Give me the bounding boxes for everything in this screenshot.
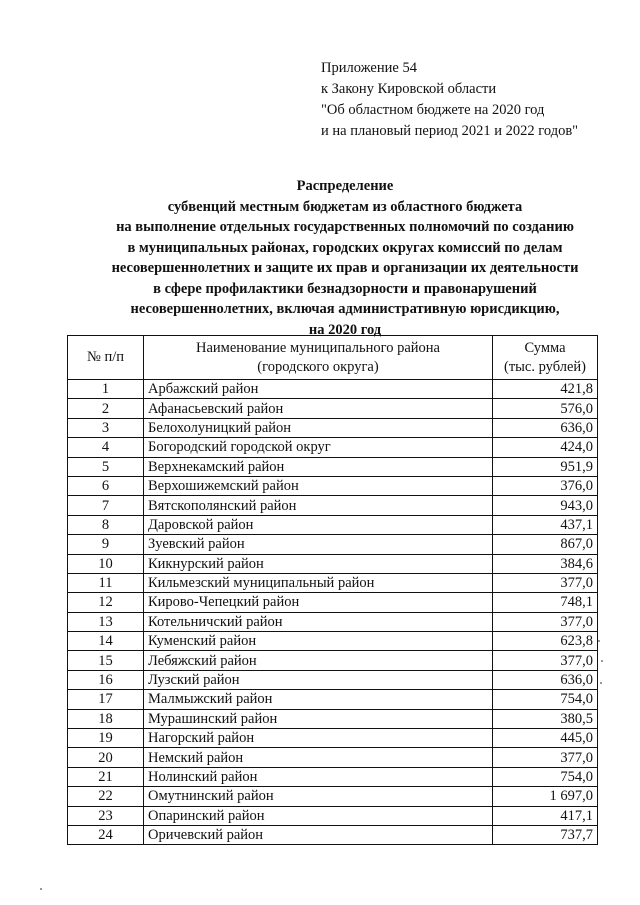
title-line: Распределение xyxy=(296,178,394,194)
table-row xyxy=(68,632,598,651)
title-line: на выполнение отдельных государственных полномочий по созданию xyxy=(116,219,574,235)
table-row xyxy=(68,438,598,457)
scan-speck xyxy=(600,682,602,684)
row-num: 19 xyxy=(68,729,144,748)
row-name: Кирово-Чепецкий район xyxy=(144,593,493,612)
row-sum: 1 697,0 xyxy=(493,787,598,806)
header-num: № п/п xyxy=(68,336,144,380)
row-sum: 417,1 xyxy=(493,806,598,825)
row-name: Котельничский район xyxy=(144,612,493,631)
appendix-line: Приложение 54 xyxy=(321,60,417,76)
table-row xyxy=(68,457,598,476)
header-name-line2: (городского округа) xyxy=(257,358,379,375)
row-sum: 754,0 xyxy=(493,690,598,709)
row-name: Омутнинский район xyxy=(144,787,493,806)
row-sum: 377,0 xyxy=(493,748,598,767)
row-name: Зуевский район xyxy=(144,535,493,554)
row-name: Верхошижемский район xyxy=(144,476,493,495)
row-num: 8 xyxy=(68,515,144,534)
row-name: Нагорский район xyxy=(144,729,493,748)
row-name: Мурашинский район xyxy=(144,709,493,728)
row-name: Кикнурский район xyxy=(144,554,493,573)
row-num: 3 xyxy=(68,418,144,437)
row-sum: 377,0 xyxy=(493,612,598,631)
row-num: 23 xyxy=(68,806,144,825)
row-name: Опаринский район xyxy=(144,806,493,825)
document-title xyxy=(40,176,640,340)
row-num: 20 xyxy=(68,748,144,767)
row-name: Оричевский район xyxy=(144,825,493,844)
table-row xyxy=(68,399,598,418)
row-name: Афанасьевский район xyxy=(144,399,493,418)
row-sum: 623,8 xyxy=(493,632,598,651)
row-num: 21 xyxy=(68,767,144,786)
row-num: 13 xyxy=(68,612,144,631)
row-sum: 445,0 xyxy=(493,729,598,748)
table-row xyxy=(68,573,598,592)
row-sum: 376,0 xyxy=(493,476,598,495)
row-num: 10 xyxy=(68,554,144,573)
table-row xyxy=(68,709,598,728)
row-num: 4 xyxy=(68,438,144,457)
header-name-line1: Наименование муниципального района xyxy=(196,339,440,356)
row-name: Лебяжский район xyxy=(144,651,493,670)
row-sum: 867,0 xyxy=(493,535,598,554)
row-num: 7 xyxy=(68,496,144,515)
row-num: 16 xyxy=(68,670,144,689)
header-sum-line2: (тыс. рублей) xyxy=(504,358,586,375)
row-sum: 384,6 xyxy=(493,554,598,573)
table-header-row xyxy=(68,336,598,380)
row-sum: 737,7 xyxy=(493,825,598,844)
row-num: 17 xyxy=(68,690,144,709)
row-sum: 951,9 xyxy=(493,457,598,476)
row-sum: 754,0 xyxy=(493,767,598,786)
row-num: 9 xyxy=(68,535,144,554)
row-sum: 377,0 xyxy=(493,573,598,592)
row-num: 24 xyxy=(68,825,144,844)
row-sum: 437,1 xyxy=(493,515,598,534)
table-row xyxy=(68,767,598,786)
table-row xyxy=(68,748,598,767)
scan-speck xyxy=(598,640,600,642)
row-sum: 943,0 xyxy=(493,496,598,515)
table-row xyxy=(68,496,598,515)
appendix-line: и на плановый период 2021 и 2022 годов" xyxy=(321,123,579,139)
table-row xyxy=(68,787,598,806)
appendix-line: "Об областном бюджете на 2020 год xyxy=(321,102,545,118)
row-num: 14 xyxy=(68,632,144,651)
row-num: 2 xyxy=(68,399,144,418)
title-line: в сфере профилактики безнадзорности и правонарушений xyxy=(153,280,537,297)
title-line: несовершеннолетних, включая административную юрисдикцию, xyxy=(130,301,560,317)
title-line: на 2020 год xyxy=(308,321,382,338)
row-num: 1 xyxy=(68,380,144,399)
row-sum: 377,0 xyxy=(493,651,598,670)
row-name: Вятскополянский район xyxy=(144,496,493,515)
row-num: 6 xyxy=(68,476,144,495)
row-sum: 636,0 xyxy=(493,418,598,437)
row-sum: 380,5 xyxy=(493,709,598,728)
table-row xyxy=(68,651,598,670)
row-name: Белохолуницкий район xyxy=(144,418,493,437)
row-name: Верхнекамский район xyxy=(144,457,493,476)
scan-speck xyxy=(40,888,42,890)
row-num: 12 xyxy=(68,593,144,612)
title-line: субвенций местным бюджетам из областного бюджета xyxy=(167,198,523,215)
row-name: Куменский район xyxy=(144,632,493,651)
row-sum: 636,0 xyxy=(493,670,598,689)
row-name: Лузский район xyxy=(144,670,493,689)
table-row xyxy=(68,825,598,844)
title-line: несовершеннолетних и защите их прав и организации их деятельности xyxy=(111,260,579,276)
table-row xyxy=(68,729,598,748)
row-name: Богородский городской округ xyxy=(144,438,493,457)
table-row xyxy=(68,515,598,534)
table-row xyxy=(68,380,598,399)
header-sum-line1: Сумма xyxy=(524,339,566,356)
title-line: в муниципальных районах, городских округах комиссий по делам xyxy=(127,239,563,256)
scan-speck xyxy=(601,660,603,662)
subsidy-table xyxy=(67,335,598,845)
row-num: 22 xyxy=(68,787,144,806)
row-sum: 421,8 xyxy=(493,380,598,399)
table-row xyxy=(68,806,598,825)
table-row xyxy=(68,476,598,495)
table-row xyxy=(68,670,598,689)
appendix-line: к Закону Кировской области xyxy=(321,81,497,97)
table-row xyxy=(68,535,598,554)
row-sum: 748,1 xyxy=(493,593,598,612)
row-name: Даровской район xyxy=(144,515,493,534)
row-name: Нолинский район xyxy=(144,767,493,786)
header-name xyxy=(144,336,493,380)
row-name: Арбажский район xyxy=(144,380,493,399)
row-sum: 424,0 xyxy=(493,438,598,457)
table-row xyxy=(68,690,598,709)
table-row xyxy=(68,612,598,631)
table-row xyxy=(68,593,598,612)
row-name: Малмыжский район xyxy=(144,690,493,709)
appendix-header xyxy=(321,58,578,142)
table-row xyxy=(68,554,598,573)
header-sum xyxy=(493,336,598,380)
row-num: 15 xyxy=(68,651,144,670)
row-name: Кильмезский муниципальный район xyxy=(144,573,493,592)
table-row xyxy=(68,418,598,437)
row-num: 5 xyxy=(68,457,144,476)
row-name: Немский район xyxy=(144,748,493,767)
row-num: 11 xyxy=(68,573,144,592)
row-num: 18 xyxy=(68,709,144,728)
row-sum: 576,0 xyxy=(493,399,598,418)
